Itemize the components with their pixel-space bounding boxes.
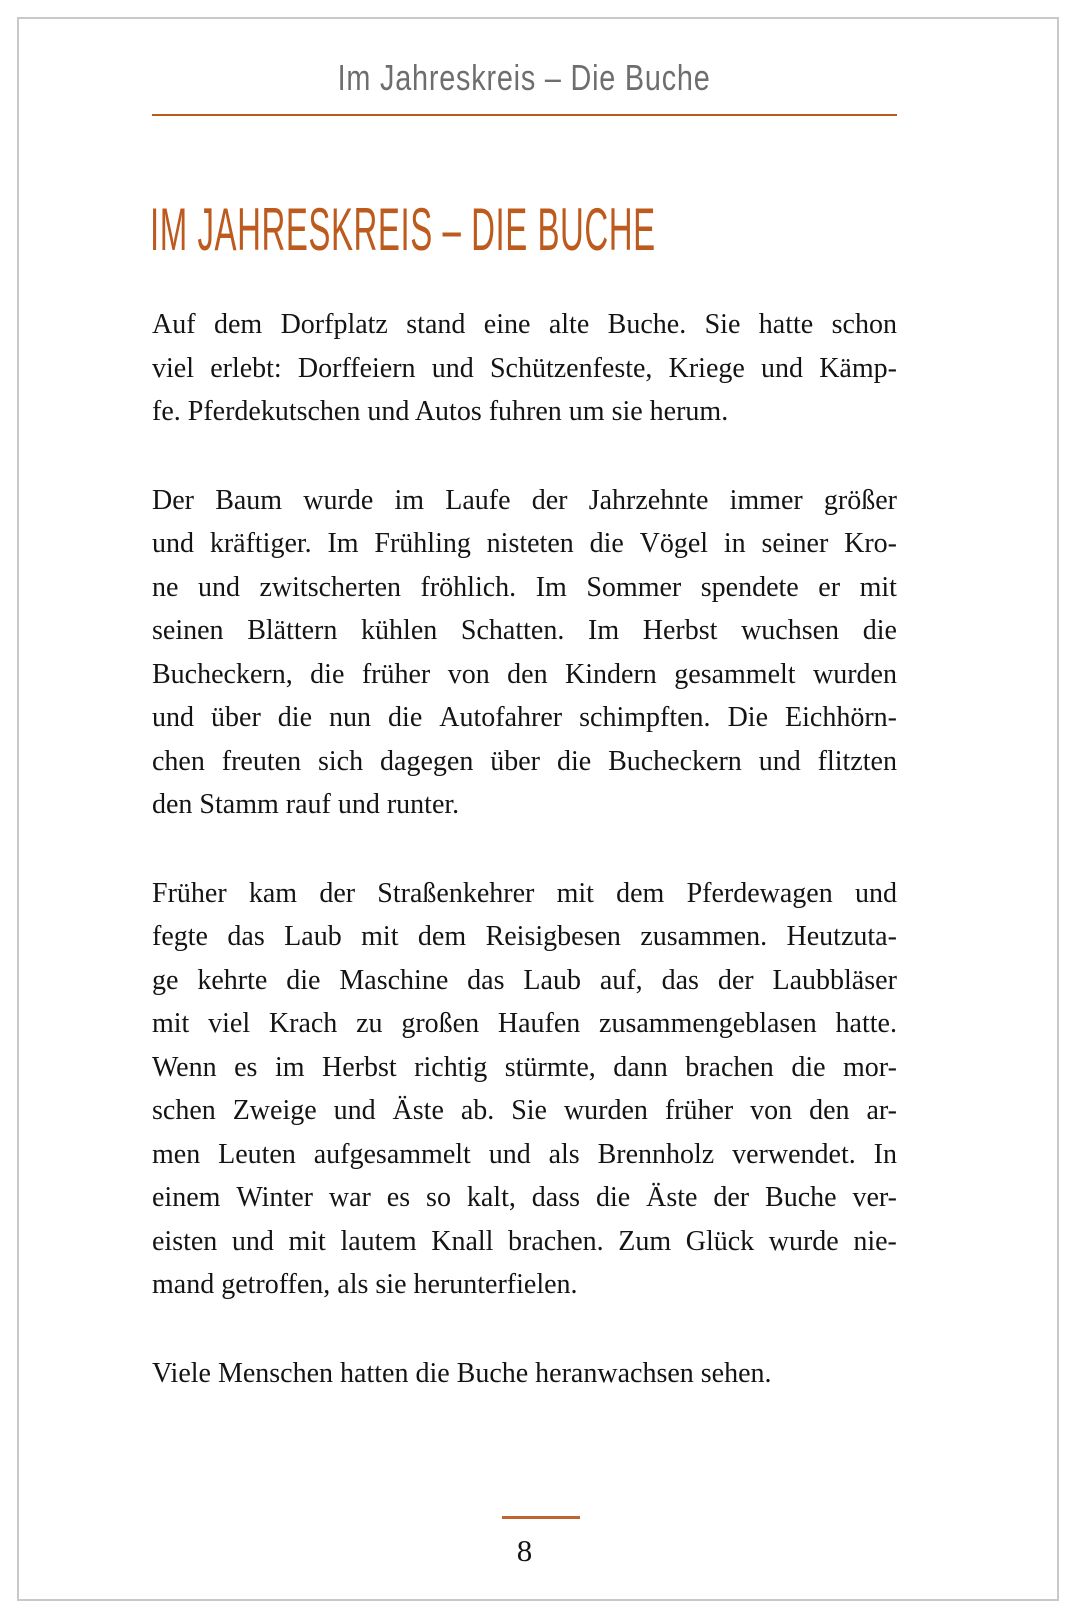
page-title: IM JAHRESKREIS – DIE BUCHE <box>150 196 656 263</box>
text-line: Der Baum wurde im Laufe der Jahrzehnte immer größer <box>152 484 897 516</box>
page-number: 8 <box>516 1533 533 1568</box>
text-line: seinen Blättern kühlen Schatten. Im Herbst wuchsen die <box>152 615 897 646</box>
body-text <box>152 303 897 1395</box>
text-line: schen Zweige und Äste ab. Sie wurden früher von den ar- <box>152 1095 897 1126</box>
text-line: den Stamm rauf und runter. <box>152 789 460 820</box>
text-line: men Leuten aufgesammelt und als Brennholz verwendet. In <box>152 1138 897 1170</box>
text-line: ne und zwitscherten fröhlich. Im Sommer spendete er mit <box>152 571 897 603</box>
header-rule <box>152 114 897 116</box>
text-line: mit viel Krach zu großen Haufen zusammengeblasen hatte. <box>152 1008 897 1039</box>
footer-rule <box>502 1516 580 1519</box>
text-line: und kräftiger. Im Frühling nisteten die Vögel in seiner Kro- <box>152 528 897 559</box>
text-line: viel erlebt: Dorffeiern und Schützenfeste, Kriege und Kämp- <box>152 352 897 384</box>
paragraph <box>152 1352 897 1396</box>
text-line: Früher kam der Straßenkehrer mit dem Pferdewagen und <box>152 877 897 909</box>
text-line: Wenn es im Herbst richtig stürmte, dann brachen die mor- <box>152 1051 897 1083</box>
text-line: fegte das Laub mit dem Reisigbesen zusammen. Heutzuta- <box>152 921 897 952</box>
text-line: eisten und mit lautem Knall brachen. Zum Glück wurde nie- <box>152 1225 897 1257</box>
text-line: chen freuten sich dagegen über die Bucheckern und flitzten <box>152 745 897 777</box>
running-header-text: Im Jahreskreis – Die Buche <box>338 57 711 98</box>
text-line: Auf dem Dorfplatz stand eine alte Buche. Sie hatte schon <box>152 309 897 340</box>
paragraph <box>152 479 897 827</box>
text-line: mand getroffen, als sie herunterfielen. <box>152 1269 578 1300</box>
text-line: fe. Pferdekutschen und Autos fuhren um sie herum. <box>152 396 729 427</box>
text-line: Viele Menschen hatten die Buche heranwachsen sehen. <box>152 1357 772 1389</box>
text-line: ge kehrte die Maschine das Laub auf, das der Laubbläser <box>152 964 897 996</box>
text-line: und über die nun die Autofahrer schimpften. Die Eichhörn- <box>152 702 897 733</box>
paragraph <box>152 872 897 1307</box>
running-header <box>152 56 897 99</box>
text-line: Bucheckern, die früher von den Kindern gesammelt wurden <box>152 658 897 690</box>
paragraph <box>152 303 897 434</box>
text-line: einem Winter war es so kalt, dass die Äste der Buche ver- <box>152 1182 897 1213</box>
